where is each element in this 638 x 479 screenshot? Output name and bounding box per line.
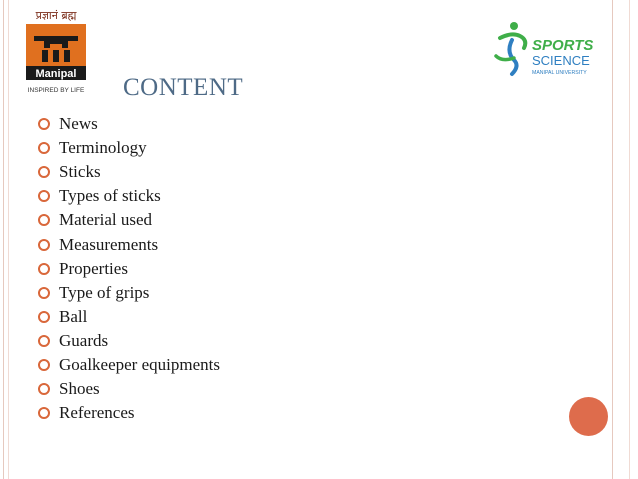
bullet-icon [38,263,50,275]
list-item-text: Material used [59,210,152,230]
athlete-figure-icon [496,22,525,74]
bullet-icon [38,287,50,299]
list-item [38,232,220,256]
list-item [38,305,220,329]
bullet-icon [38,383,50,395]
list-item-text: Shoes [59,379,100,399]
bullet-icon [38,359,50,371]
list-item-text: Type of grips [59,282,150,302]
bullet-icon [38,118,50,130]
list-item-text: Guards [59,330,109,350]
left-border-line-inner [8,0,9,479]
list-item-text: References [59,403,135,423]
list-item-text: Properties [59,258,128,278]
list-item [38,136,220,160]
list-item [38,329,220,353]
left-border-line [3,0,4,479]
list-item-text: News [59,114,98,134]
right-border-line [612,0,613,479]
manipal-logo [22,8,90,98]
science-text: SCIENCE [532,53,590,68]
list-item [38,401,220,425]
list-item [38,281,220,305]
bullet-icon [38,190,50,202]
manipal-tagline: INSPIRED BY LIFE [27,87,85,94]
list-item-text: Sticks [59,162,101,182]
list-item [38,353,220,377]
decorative-circle [569,397,608,436]
bullet-icon [38,166,50,178]
manipal-name: Manipal [35,68,77,80]
sports-science-logo [490,18,602,80]
slide-title: CONTENT [123,74,244,101]
list-item [38,377,220,401]
list-item-text: Types of sticks [59,186,161,206]
bullet-icon [38,239,50,251]
sports-text: SPORTS [532,37,594,54]
right-border-line-outer [629,0,630,479]
manipal-hindi-text: प्रज्ञानं ब्रह्म [35,9,77,22]
list-item [38,257,220,281]
list-item-text: Goalkeeper equipments [59,354,220,374]
list-item-text: Ball [59,306,88,326]
list-item [38,112,220,136]
bullet-icon [38,407,50,419]
list-item-text: Measurements [59,234,159,254]
list-item [38,184,220,208]
content-list [38,112,220,425]
bullet-icon [38,335,50,347]
list-item [38,208,220,232]
bullet-icon [38,214,50,226]
bullet-icon [38,142,50,154]
bullet-icon [38,311,50,323]
list-item [38,160,220,184]
list-item-text: Terminology [59,138,147,158]
university-text: MANIPAL UNIVERSITY [532,70,587,76]
